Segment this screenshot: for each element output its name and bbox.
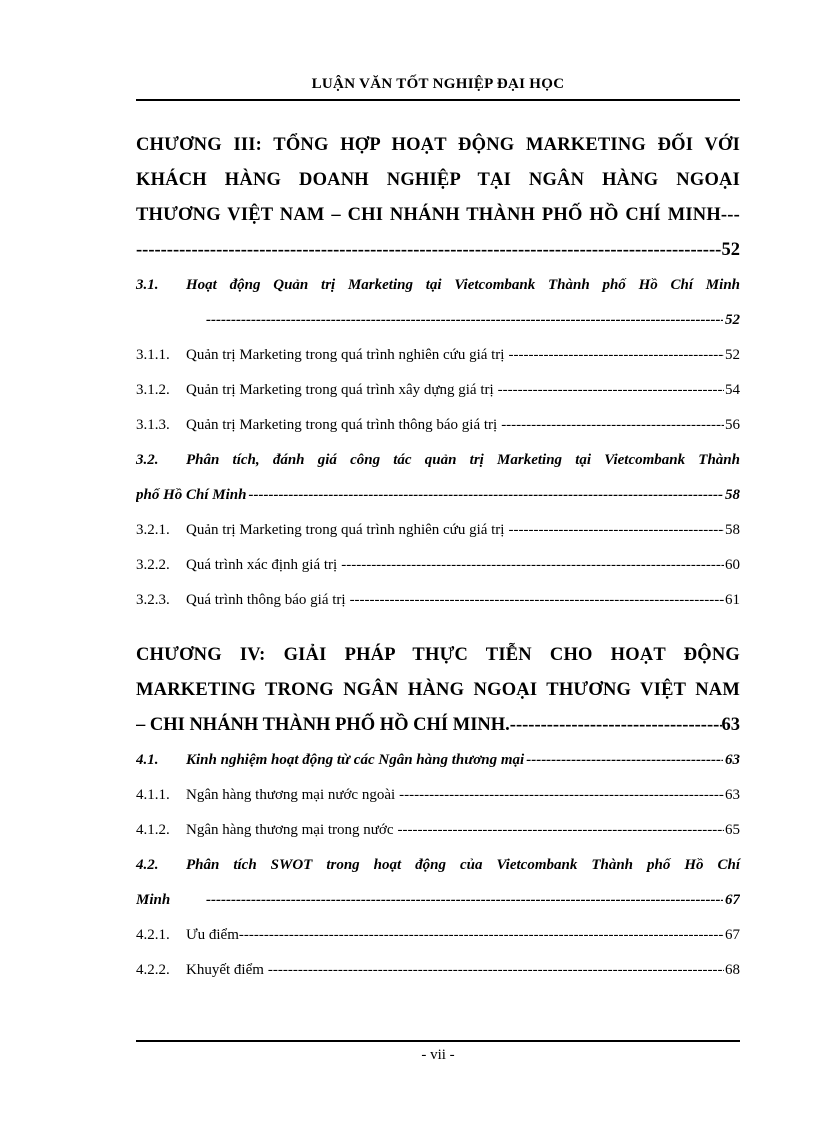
entry-title: Quá trình xác định giá trị bbox=[186, 557, 338, 573]
entry-page: 68 bbox=[725, 962, 740, 978]
entry-page: 63 bbox=[725, 787, 740, 803]
chapter-3-leader[interactable] bbox=[136, 233, 740, 268]
toc-entry-3-2-1[interactable] bbox=[136, 513, 740, 548]
running-header: LUẬN VĂN TỐT NGHIỆP ĐẠI HỌC bbox=[311, 76, 565, 92]
chapter-spacer bbox=[136, 618, 740, 638]
toc-section-3-1[interactable] bbox=[136, 268, 740, 338]
entry-title: Quản trị Marketing trong quá trình xây dựng giá trị bbox=[186, 382, 494, 398]
section-title: Phân tích SWOT trong hoạt động của Vietcombank Thành phố Hồ Chí bbox=[186, 857, 740, 873]
entry-page: 56 bbox=[725, 417, 740, 433]
chapter-3-line-1: CHƯƠNG III: TỔNG HỢP HOẠT ĐỘNG MARKETING ĐỐI VỚI bbox=[136, 135, 740, 155]
entry-number: 3.1.3. bbox=[136, 417, 170, 433]
entry-page: 67 bbox=[725, 927, 740, 943]
section-page: 63 bbox=[725, 752, 740, 768]
section-page: 58 bbox=[725, 487, 740, 503]
entry-page: 60 bbox=[725, 557, 740, 573]
dot-leader bbox=[501, 408, 724, 443]
section-number: 4.2. bbox=[136, 857, 159, 873]
toc-entry-3-1-1[interactable] bbox=[136, 338, 740, 373]
toc-entry-4-2-1[interactable] bbox=[136, 918, 740, 953]
chapter-4-heading[interactable] bbox=[136, 638, 740, 708]
chapter-4-line-3: – CHI NHÁNH THÀNH PHỐ HỒ CHÍ MINH. bbox=[136, 715, 510, 735]
section-number: 3.2. bbox=[136, 452, 159, 468]
section-title: Phân tích, đánh giá công tác quản trị Marketing tại Vietcombank Thành bbox=[186, 452, 740, 468]
entry-title: Ngân hàng thương mại trong nước bbox=[186, 822, 394, 838]
entry-number: 4.2.2. bbox=[136, 962, 170, 978]
section-title: Kinh nghiệm hoạt động từ các Ngân hàng thương mại bbox=[186, 752, 525, 768]
toc-entry-4-2-2[interactable] bbox=[136, 953, 740, 988]
dot-leader bbox=[248, 478, 723, 513]
entry-number: 4.1.2. bbox=[136, 822, 170, 838]
entry-title: Quá trình thông báo giá trị bbox=[186, 592, 346, 608]
section-title-continued: Minh bbox=[136, 892, 171, 908]
dot-leader bbox=[510, 708, 722, 743]
dot-leader bbox=[206, 883, 723, 918]
chapter-4-line-2: MARKETING TRONG NGÂN HÀNG NGOẠI THƯƠNG VIỆT NAM bbox=[136, 680, 740, 700]
dot-leader bbox=[526, 743, 723, 778]
section-page: 52 bbox=[725, 312, 740, 328]
entry-title: Quản trị Marketing trong quá trình nghiên cứu giá trị bbox=[186, 522, 505, 538]
dot-leader bbox=[498, 373, 724, 408]
section-number: 3.1. bbox=[136, 277, 159, 293]
dot-leader bbox=[206, 303, 723, 338]
entry-number: 3.2.2. bbox=[136, 557, 170, 573]
entry-title: Khuyết điểm bbox=[186, 962, 264, 978]
dot-leader bbox=[350, 583, 724, 618]
page-number: - vii - bbox=[421, 1047, 455, 1063]
chapter-3-page: 52 bbox=[721, 240, 740, 260]
footer-rule bbox=[136, 1040, 740, 1042]
toc-entry-3-1-3[interactable] bbox=[136, 408, 740, 443]
section-title-continued: phố Hồ Chí Minh bbox=[136, 487, 247, 503]
entry-page: 58 bbox=[725, 522, 740, 538]
chapter-3-heading[interactable] bbox=[136, 128, 740, 233]
chapter-4-line-1: CHƯƠNG IV: GIẢI PHÁP THỰC TIỄN CHO HOẠT ĐỘNG bbox=[136, 645, 740, 665]
entry-page: 52 bbox=[725, 347, 740, 363]
chapter-3-line-2: KHÁCH HÀNG DOANH NGHIỆP TẠI NGÂN HÀNG NGOẠI bbox=[136, 170, 740, 190]
dot-leader bbox=[398, 813, 724, 848]
entry-page: 61 bbox=[725, 592, 740, 608]
chapter-3-line-3: THƯƠNG VIỆT NAM – CHI NHÁNH THÀNH PHỐ HỒ CHÍ MINH--- bbox=[136, 205, 740, 225]
toc-section-4-2[interactable] bbox=[136, 848, 740, 918]
toc-section-4-1[interactable] bbox=[136, 743, 740, 778]
entry-title: Quản trị Marketing trong quá trình nghiên cứu giá trị bbox=[186, 347, 505, 363]
toc-entry-4-1-2[interactable] bbox=[136, 813, 740, 848]
entry-title: Ngân hàng thương mại nước ngoài bbox=[186, 787, 396, 803]
chapter-4-leader[interactable] bbox=[136, 708, 740, 743]
toc-entry-3-2-2[interactable] bbox=[136, 548, 740, 583]
entry-number: 3.1.1. bbox=[136, 347, 170, 363]
toc-section-3-2[interactable] bbox=[136, 443, 740, 513]
table-of-contents bbox=[136, 128, 740, 988]
toc-entry-3-2-3[interactable] bbox=[136, 583, 740, 618]
section-title: Hoạt động Quản trị Marketing tại Vietcombank Thành phố Hồ Chí Minh bbox=[186, 277, 740, 293]
dot-leader bbox=[399, 778, 724, 813]
dot-leader bbox=[508, 513, 724, 548]
dot-leader bbox=[239, 918, 724, 953]
section-page: 67 bbox=[725, 892, 740, 908]
entry-title: Ưu điểm bbox=[186, 927, 239, 943]
entry-title: Quản trị Marketing trong quá trình thông báo giá trị bbox=[186, 417, 498, 433]
entry-page: 65 bbox=[725, 822, 740, 838]
entry-number: 4.1.1. bbox=[136, 787, 170, 803]
dot-leader bbox=[508, 338, 724, 373]
header-rule bbox=[136, 99, 740, 101]
toc-entry-4-1-1[interactable] bbox=[136, 778, 740, 813]
dot-leader bbox=[136, 233, 722, 268]
entry-page: 54 bbox=[725, 382, 740, 398]
dot-leader bbox=[341, 548, 724, 583]
entry-number: 3.1.2. bbox=[136, 382, 170, 398]
entry-number: 3.2.1. bbox=[136, 522, 170, 538]
dot-leader bbox=[268, 953, 724, 988]
toc-entry-3-1-2[interactable] bbox=[136, 373, 740, 408]
entry-number: 4.2.1. bbox=[136, 927, 170, 943]
chapter-4-page: 63 bbox=[721, 715, 740, 735]
section-number: 4.1. bbox=[136, 752, 159, 768]
entry-number: 3.2.3. bbox=[136, 592, 170, 608]
